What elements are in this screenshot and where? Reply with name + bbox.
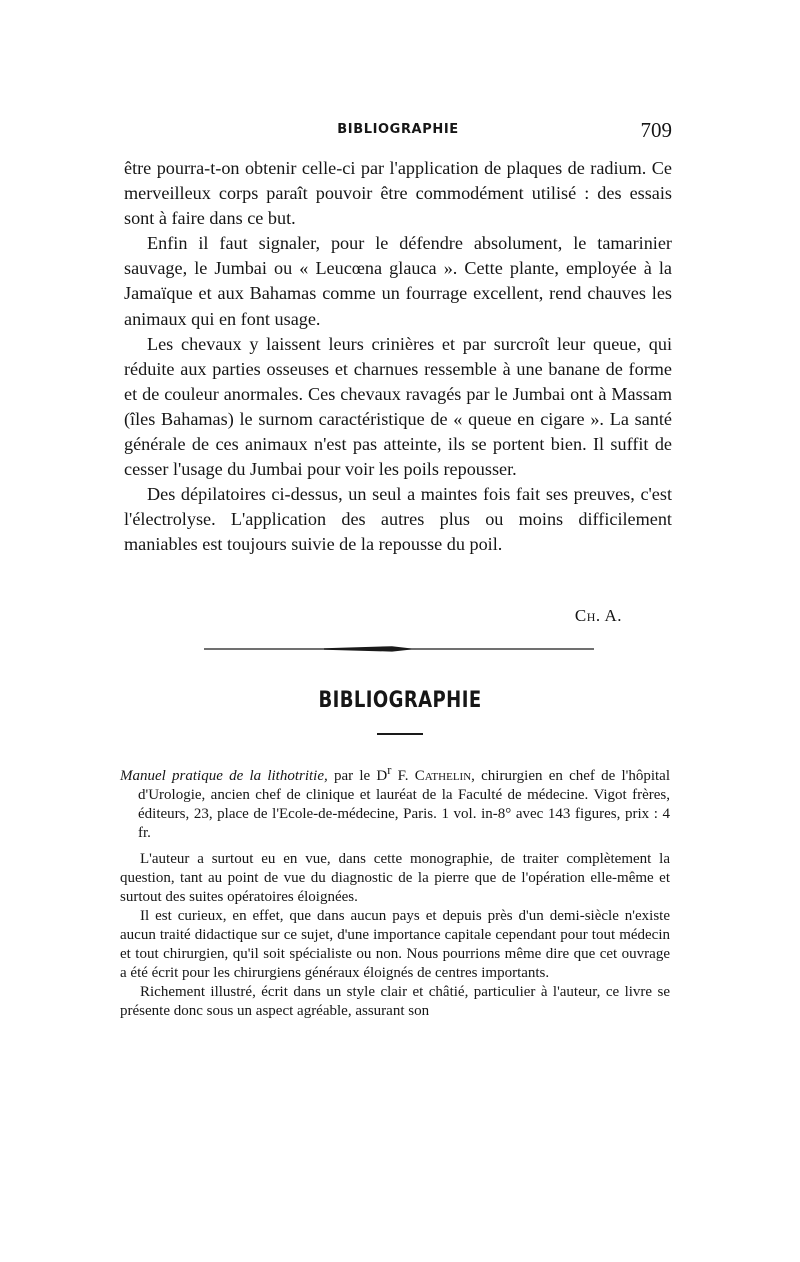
review-text — [120, 850, 670, 1021]
review-paragraph: L'auteur a surtout eu en vue, dans cette monographie, de traiter complètement la question, tant au point de vue du diagnostic de la pierre que de l'opération elle-même et surtout des suites opératoires éloignées. — [120, 851, 670, 905]
author-name: Cathelin — [414, 768, 472, 784]
running-title: BIBLIOGRAPHIE — [337, 122, 459, 137]
author-signature — [575, 606, 622, 626]
signature-text: Ch. A. — [574, 606, 622, 625]
running-head — [124, 118, 672, 146]
bibliography-entry — [120, 761, 670, 843]
article-paragraph: Les chevaux y laissent leurs crinières et par surcroît leur queue, qui réduite aux parties osseuses et charnues ressemble à une banane de forme et de couleur anormales. Ces chevaux ravagés par le Jumbai ont à Massam (îles Bahamas) le surnom caractéristique de « queue en cigare ». La santé générale de ces animaux n'est pas atteinte, ils se portent bien. Il suffit de cesser l'usage du Jumbai pour voir les poils repousser. — [124, 333, 672, 480]
entry-details: , chirurgien en chef de l'hôpital d'Urologie, ancien chef de clinique et lauréat de la Faculté de médecine. Vigot frères, éditeurs, 23, place de l'Ecole-de-médecine, Paris. 1 vol. in-8° avec 143 figures, prix : 4 fr. — [138, 768, 670, 841]
article-paragraph: Des dépilatoires ci-dessus, un seul a maintes fois fait ses preuves, c'est l'électrolyse. L'application des autres plus ou moins difficilement maniables est toujours suivie de la repousse du poil. — [124, 484, 672, 555]
book-title: Manuel pratique de la lithotritie, — [120, 768, 328, 784]
review-paragraph: Richement illustré, écrit dans un style clair et châtié, particulier à l'auteur, ce livre se présente donc sous un aspect agréable, assurant son — [120, 984, 670, 1019]
section-heading: BIBLIOGRAPHIE — [318, 688, 482, 713]
page-number: 709 — [640, 118, 672, 142]
author-initial: F. — [391, 768, 415, 784]
article-paragraph: Enfin il faut signaler, pour le défendre absolument, le tamarinier sauvage, le Jumbai ou « Leucœna glauca ». Cette plante, employée à la Jamaïque et aux Bahamas comme un fourrage excellent, rend chauves les animaux qui en font usage. — [124, 233, 672, 329]
entry-by: par le D — [327, 768, 388, 784]
article-body — [124, 156, 672, 558]
separator-rule-ornament — [204, 642, 594, 654]
degree-superscript: r — [387, 763, 392, 777]
article-paragraph: être pourra-t-on obtenir celle-ci par l'application de plaques de radium. Ce merveilleux corps paraît pouvoir être commodément utilisé : des essais sont à faire dans ce but. — [124, 158, 672, 229]
review-paragraph: Il est curieux, en effet, que dans aucun pays et depuis près d'un demi-siècle n'existe aucun traité didactique sur ce sujet, d'une importance capitale cependant pour tout médecin et tout chirurgien, qu'il soit spécialiste ou non. Nous pourrions même dire que cet ouvrage a été écrit pour les chirurgiens généraux éloignés de centres importants. — [120, 908, 670, 981]
heading-underline — [377, 733, 423, 735]
